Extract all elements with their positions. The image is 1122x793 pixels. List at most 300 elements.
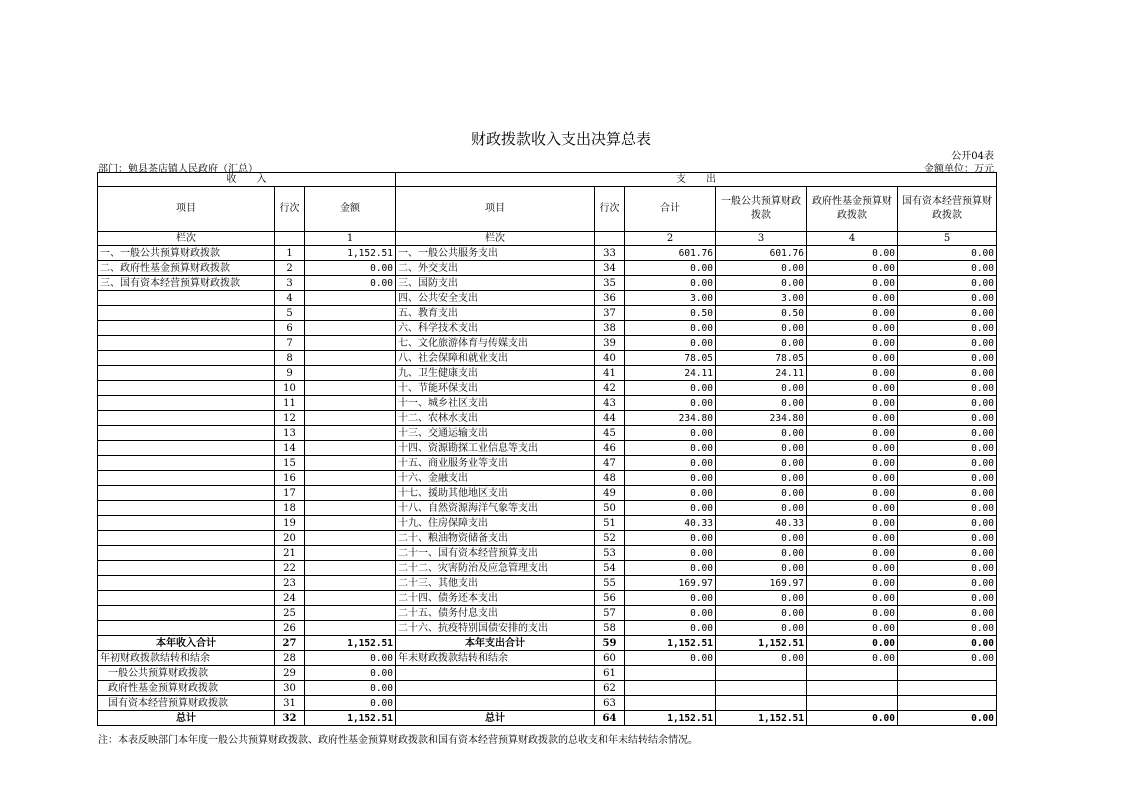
- general-budget-cell: 0.00: [716, 486, 807, 501]
- income-item-cell: [98, 336, 275, 351]
- total-cell: [625, 696, 716, 711]
- expense-item-cell: 十、节能环保支出: [396, 381, 595, 396]
- expense-row-no-cell: 61: [595, 666, 625, 681]
- general-budget-cell: 0.00: [716, 591, 807, 606]
- general-budget-cell: 601.76: [716, 246, 807, 261]
- state-capital-cell: 0.00: [898, 501, 997, 516]
- expense-item-cell: [396, 681, 595, 696]
- fund-budget-cell: 0.00: [807, 576, 898, 591]
- income-row-no-cell: 19: [275, 516, 305, 531]
- expense-row-no-cell: 40: [595, 351, 625, 366]
- income-row-no-cell: 29: [275, 666, 305, 681]
- col-expense-row-no: 行次: [595, 187, 625, 232]
- table-row: [98, 531, 997, 546]
- general-budget-cell: 0.00: [716, 456, 807, 471]
- col-fund-budget: 政府性基金预算财政拨款: [807, 187, 898, 232]
- fund-budget-cell: 0.00: [807, 381, 898, 396]
- fund-budget-cell: 0.00: [807, 531, 898, 546]
- income-amount-cell: 0.00: [305, 276, 396, 291]
- state-capital-cell: 0.00: [898, 621, 997, 636]
- income-item-cell: [98, 501, 275, 516]
- table-row: [98, 501, 997, 516]
- col-state-capital-budget: 国有资本经营预算财政拨款: [898, 187, 997, 232]
- lanci-5: 5: [898, 232, 997, 246]
- fund-budget-cell: 0.00: [807, 591, 898, 606]
- table-row: [98, 441, 997, 456]
- expense-row-no-cell: 59: [595, 636, 625, 651]
- income-row-no-cell: 25: [275, 606, 305, 621]
- income-item-cell: [98, 621, 275, 636]
- table-row: [98, 576, 997, 591]
- income-row-no-cell: 15: [275, 456, 305, 471]
- general-budget-cell: 169.97: [716, 576, 807, 591]
- income-row-no-cell: 26: [275, 621, 305, 636]
- state-capital-cell: 0.00: [898, 366, 997, 381]
- income-amount-cell: [305, 381, 396, 396]
- general-budget-cell: 0.00: [716, 426, 807, 441]
- expense-item-cell: 十四、资源勘探工业信息等支出: [396, 441, 595, 456]
- general-budget-cell: 0.00: [716, 396, 807, 411]
- income-amount-cell: [305, 321, 396, 336]
- expense-item-cell: 十六、金融支出: [396, 471, 595, 486]
- state-capital-cell: 0.00: [898, 531, 997, 546]
- form-number: 公开04表: [951, 151, 994, 162]
- expense-row-no-cell: 38: [595, 321, 625, 336]
- table-row: [98, 276, 997, 291]
- total-cell: 0.00: [625, 336, 716, 351]
- table-row: [98, 711, 997, 726]
- fund-budget-cell: 0.00: [807, 561, 898, 576]
- general-budget-cell: 0.00: [716, 471, 807, 486]
- state-capital-cell: 0.00: [898, 711, 997, 726]
- income-amount-cell: [305, 366, 396, 381]
- income-item-cell: 国有资本经营预算财政拨款: [98, 696, 275, 711]
- expense-row-no-cell: 34: [595, 261, 625, 276]
- general-budget-cell: 0.00: [716, 561, 807, 576]
- income-row-no-cell: 14: [275, 441, 305, 456]
- general-budget-cell: 0.00: [716, 606, 807, 621]
- lanci-empty-2: [595, 232, 625, 246]
- income-amount-cell: [305, 471, 396, 486]
- income-amount-cell: [305, 291, 396, 306]
- income-item-cell: [98, 456, 275, 471]
- expense-row-no-cell: 48: [595, 471, 625, 486]
- income-row-no-cell: 20: [275, 531, 305, 546]
- fund-budget-cell: 0.00: [807, 651, 898, 666]
- expense-row-no-cell: 33: [595, 246, 625, 261]
- total-cell: 3.00: [625, 291, 716, 306]
- expense-row-no-cell: 52: [595, 531, 625, 546]
- state-capital-cell: 0.00: [898, 426, 997, 441]
- fund-budget-cell: 0.00: [807, 471, 898, 486]
- expense-item-cell: 总计: [396, 711, 595, 726]
- state-capital-cell: 0.00: [898, 321, 997, 336]
- general-budget-cell: 0.00: [716, 621, 807, 636]
- general-budget-cell: 0.00: [716, 531, 807, 546]
- income-row-no-cell: 24: [275, 591, 305, 606]
- expense-item-cell: 十三、交通运输支出: [396, 426, 595, 441]
- state-capital-cell: [898, 681, 997, 696]
- table-row: [98, 336, 997, 351]
- state-capital-cell: [898, 696, 997, 711]
- fund-budget-cell: 0.00: [807, 306, 898, 321]
- table-row: [98, 666, 997, 681]
- fund-budget-cell: 0.00: [807, 426, 898, 441]
- fund-budget-cell: 0.00: [807, 441, 898, 456]
- fund-budget-cell: 0.00: [807, 456, 898, 471]
- lanci-empty: [275, 232, 305, 246]
- state-capital-cell: 0.00: [898, 261, 997, 276]
- table-row: [98, 606, 997, 621]
- income-item-cell: [98, 531, 275, 546]
- fund-budget-cell: 0.00: [807, 246, 898, 261]
- income-item-cell: [98, 561, 275, 576]
- state-capital-cell: 0.00: [898, 576, 997, 591]
- col-general-budget: 一般公共预算财政拨款: [716, 187, 807, 232]
- expense-item-cell: [396, 696, 595, 711]
- state-capital-cell: 0.00: [898, 441, 997, 456]
- fund-budget-cell: 0.00: [807, 366, 898, 381]
- general-budget-cell: 0.00: [716, 336, 807, 351]
- state-capital-cell: 0.00: [898, 456, 997, 471]
- expense-row-no-cell: 47: [595, 456, 625, 471]
- expense-item-cell: 六、科学技术支出: [396, 321, 595, 336]
- state-capital-cell: 0.00: [898, 276, 997, 291]
- total-cell: 0.00: [625, 486, 716, 501]
- income-item-cell: [98, 576, 275, 591]
- income-amount-cell: 0.00: [305, 651, 396, 666]
- income-amount-cell: [305, 426, 396, 441]
- expense-item-cell: 二十五、债务付息支出: [396, 606, 595, 621]
- income-row-no-cell: 18: [275, 501, 305, 516]
- income-row-no-cell: 2: [275, 261, 305, 276]
- expense-item-cell: 二十一、国有资本经营预算支出: [396, 546, 595, 561]
- expense-row-no-cell: 45: [595, 426, 625, 441]
- expense-item-cell: 三、国防支出: [396, 276, 595, 291]
- total-cell: [625, 681, 716, 696]
- general-budget-cell: [716, 666, 807, 681]
- income-row-no-cell: 6: [275, 321, 305, 336]
- income-item-cell: 年初财政拨款结转和结余: [98, 651, 275, 666]
- income-amount-cell: [305, 606, 396, 621]
- total-cell: 0.00: [625, 591, 716, 606]
- income-row-no-cell: 11: [275, 396, 305, 411]
- income-amount-cell: [305, 501, 396, 516]
- expense-item-cell: 二十六、抗疫特别国债安排的支出: [396, 621, 595, 636]
- expense-item-cell: 二十三、其他支出: [396, 576, 595, 591]
- income-amount-cell: 1,152.51: [305, 246, 396, 261]
- table-row: [98, 621, 997, 636]
- table-row: [98, 411, 997, 426]
- general-budget-cell: 24.11: [716, 366, 807, 381]
- income-row-no-cell: 23: [275, 576, 305, 591]
- expense-section-header: 支 出: [396, 173, 997, 187]
- state-capital-cell: 0.00: [898, 486, 997, 501]
- expense-row-no-cell: 56: [595, 591, 625, 606]
- department-label: 部门：勉县茶店镇人民政府（汇总）: [98, 164, 258, 175]
- income-amount-cell: [305, 336, 396, 351]
- footnote: 注：本表反映部门本年度一般公共预算财政拨款、政府性基金预算财政拨款和国有资本经营预算财政拨款的总收支和年末结转结余情况。: [98, 735, 698, 746]
- table-row: [98, 261, 997, 276]
- state-capital-cell: 0.00: [898, 336, 997, 351]
- general-budget-cell: 1,152.51: [716, 711, 807, 726]
- expense-row-no-cell: 55: [595, 576, 625, 591]
- table-row: [98, 591, 997, 606]
- total-cell: 234.80: [625, 411, 716, 426]
- general-budget-cell: 0.00: [716, 381, 807, 396]
- income-item-cell: [98, 546, 275, 561]
- table-row: [98, 681, 997, 696]
- state-capital-cell: 0.00: [898, 636, 997, 651]
- expense-item-cell: 一、一般公共服务支出: [396, 246, 595, 261]
- table-row: [98, 366, 997, 381]
- income-row-no-cell: 10: [275, 381, 305, 396]
- expense-item-cell: 本年支出合计: [396, 636, 595, 651]
- lanci-3: 3: [716, 232, 807, 246]
- income-item-cell: [98, 351, 275, 366]
- income-amount-cell: [305, 561, 396, 576]
- fund-budget-cell: 0.00: [807, 276, 898, 291]
- expense-item-cell: 七、文化旅游体育与传媒支出: [396, 336, 595, 351]
- expense-item-cell: 二十四、债务还本支出: [396, 591, 595, 606]
- lanci-label: 栏次: [98, 232, 275, 246]
- income-amount-cell: [305, 396, 396, 411]
- total-cell: 0.00: [625, 606, 716, 621]
- expense-row-no-cell: 62: [595, 681, 625, 696]
- total-cell: 0.00: [625, 501, 716, 516]
- income-item-cell: [98, 426, 275, 441]
- fund-budget-cell: 0.00: [807, 486, 898, 501]
- expense-row-no-cell: 64: [595, 711, 625, 726]
- col-expense-item: 项目: [396, 187, 595, 232]
- fund-budget-cell: 0.00: [807, 396, 898, 411]
- fund-budget-cell: 0.00: [807, 336, 898, 351]
- lanci-label-2: 栏次: [396, 232, 595, 246]
- expense-row-no-cell: 41: [595, 366, 625, 381]
- general-budget-cell: 1,152.51: [716, 636, 807, 651]
- income-amount-cell: 0.00: [305, 666, 396, 681]
- income-item-cell: [98, 486, 275, 501]
- income-row-no-cell: 21: [275, 546, 305, 561]
- total-cell: 1,152.51: [625, 636, 716, 651]
- state-capital-cell: [898, 666, 997, 681]
- state-capital-cell: 0.00: [898, 306, 997, 321]
- income-amount-cell: [305, 591, 396, 606]
- total-cell: 0.00: [625, 621, 716, 636]
- lanci-4: 4: [807, 232, 898, 246]
- total-cell: 0.00: [625, 396, 716, 411]
- income-item-cell: 一般公共预算财政拨款: [98, 666, 275, 681]
- state-capital-cell: 0.00: [898, 246, 997, 261]
- income-item-cell: [98, 471, 275, 486]
- total-cell: 0.00: [625, 561, 716, 576]
- expense-row-no-cell: 50: [595, 501, 625, 516]
- col-income-amount: 金额: [305, 187, 396, 232]
- expense-row-no-cell: 63: [595, 696, 625, 711]
- expense-row-no-cell: 42: [595, 381, 625, 396]
- expense-item-cell: 十一、城乡社区支出: [396, 396, 595, 411]
- total-cell: 1,152.51: [625, 711, 716, 726]
- general-budget-cell: 0.00: [716, 501, 807, 516]
- col-total: 合计: [625, 187, 716, 232]
- general-budget-cell: [716, 696, 807, 711]
- expense-row-no-cell: 36: [595, 291, 625, 306]
- income-item-cell: 一、一般公共预算财政拨款: [98, 246, 275, 261]
- expense-row-no-cell: 37: [595, 306, 625, 321]
- income-item-cell: 本年收入合计: [98, 636, 275, 651]
- total-cell: 0.00: [625, 546, 716, 561]
- expense-item-cell: 九、卫生健康支出: [396, 366, 595, 381]
- income-amount-cell: 0.00: [305, 681, 396, 696]
- expense-item-cell: 十七、援助其他地区支出: [396, 486, 595, 501]
- table-row: [98, 381, 997, 396]
- expense-row-no-cell: 51: [595, 516, 625, 531]
- fund-budget-cell: 0.00: [807, 501, 898, 516]
- table-row: [98, 636, 997, 651]
- table-row: [98, 351, 997, 366]
- expense-row-no-cell: 44: [595, 411, 625, 426]
- total-cell: 0.00: [625, 276, 716, 291]
- expense-item-cell: 八、社会保障和就业支出: [396, 351, 595, 366]
- table-row: [98, 651, 997, 666]
- income-amount-cell: [305, 516, 396, 531]
- state-capital-cell: 0.00: [898, 351, 997, 366]
- budget-table: [97, 172, 997, 726]
- income-row-no-cell: 9: [275, 366, 305, 381]
- general-budget-cell: 234.80: [716, 411, 807, 426]
- total-cell: 0.00: [625, 471, 716, 486]
- income-row-no-cell: 16: [275, 471, 305, 486]
- fund-budget-cell: [807, 681, 898, 696]
- income-row-no-cell: 8: [275, 351, 305, 366]
- expense-item-cell: 二十二、灾害防治及应急管理支出: [396, 561, 595, 576]
- total-cell: 0.00: [625, 651, 716, 666]
- general-budget-cell: 0.00: [716, 651, 807, 666]
- table-row: [98, 561, 997, 576]
- expense-item-cell: 十八、自然资源海洋气象等支出: [396, 501, 595, 516]
- income-item-cell: [98, 366, 275, 381]
- income-amount-cell: [305, 531, 396, 546]
- total-cell: 0.00: [625, 531, 716, 546]
- state-capital-cell: 0.00: [898, 546, 997, 561]
- fund-budget-cell: [807, 696, 898, 711]
- total-cell: 0.00: [625, 456, 716, 471]
- income-amount-cell: [305, 621, 396, 636]
- fund-budget-cell: 0.00: [807, 261, 898, 276]
- income-row-no-cell: 30: [275, 681, 305, 696]
- income-amount-cell: [305, 546, 396, 561]
- income-amount-cell: [305, 441, 396, 456]
- general-budget-cell: 0.50: [716, 306, 807, 321]
- expense-item-cell: 四、公共安全支出: [396, 291, 595, 306]
- income-amount-cell: 1,152.51: [305, 636, 396, 651]
- total-cell: 169.97: [625, 576, 716, 591]
- state-capital-cell: 0.00: [898, 471, 997, 486]
- page-title: 财政拨款收入支出决算总表: [470, 130, 651, 148]
- income-amount-cell: 1,152.51: [305, 711, 396, 726]
- general-budget-cell: 3.00: [716, 291, 807, 306]
- total-cell: 78.05: [625, 351, 716, 366]
- table-row: [98, 246, 997, 261]
- income-row-no-cell: 5: [275, 306, 305, 321]
- expense-item-cell: 十五、商业服务业等支出: [396, 456, 595, 471]
- total-cell: 0.00: [625, 321, 716, 336]
- col-income-row-no: 行次: [275, 187, 305, 232]
- income-item-cell: 政府性基金预算财政拨款: [98, 681, 275, 696]
- income-row-no-cell: 7: [275, 336, 305, 351]
- expense-item-cell: 二、外交支出: [396, 261, 595, 276]
- income-row-no-cell: 28: [275, 651, 305, 666]
- state-capital-cell: 0.00: [898, 606, 997, 621]
- total-cell: [625, 666, 716, 681]
- expense-row-no-cell: 58: [595, 621, 625, 636]
- income-item-cell: [98, 606, 275, 621]
- income-row-no-cell: 13: [275, 426, 305, 441]
- income-item-cell: [98, 591, 275, 606]
- fund-budget-cell: 0.00: [807, 351, 898, 366]
- table-row: [98, 456, 997, 471]
- table-row: [98, 696, 997, 711]
- expense-item-cell: 年末财政拨款结转和结余: [396, 651, 595, 666]
- state-capital-cell: 0.00: [898, 591, 997, 606]
- lanci-2: 2: [625, 232, 716, 246]
- income-row-no-cell: 22: [275, 561, 305, 576]
- fund-budget-cell: 0.00: [807, 636, 898, 651]
- expense-item-cell: 十二、农林水支出: [396, 411, 595, 426]
- amount-unit-label: 金额单位：万元: [924, 164, 994, 175]
- table-row: [98, 426, 997, 441]
- expense-item-cell: [396, 666, 595, 681]
- table-row: [98, 471, 997, 486]
- fund-budget-cell: 0.00: [807, 516, 898, 531]
- table-row: [98, 291, 997, 306]
- income-row-no-cell: 27: [275, 636, 305, 651]
- total-cell: 601.76: [625, 246, 716, 261]
- state-capital-cell: 0.00: [898, 561, 997, 576]
- total-cell: 0.50: [625, 306, 716, 321]
- fund-budget-cell: 0.00: [807, 711, 898, 726]
- income-amount-cell: [305, 306, 396, 321]
- general-budget-cell: 0.00: [716, 261, 807, 276]
- income-row-no-cell: 3: [275, 276, 305, 291]
- income-row-no-cell: 32: [275, 711, 305, 726]
- income-amount-cell: 0.00: [305, 261, 396, 276]
- income-section-header: 收 入: [98, 173, 396, 187]
- income-row-no-cell: 1: [275, 246, 305, 261]
- expense-row-no-cell: 57: [595, 606, 625, 621]
- table-row: [98, 306, 997, 321]
- income-item-cell: [98, 516, 275, 531]
- fund-budget-cell: 0.00: [807, 411, 898, 426]
- state-capital-cell: 0.00: [898, 396, 997, 411]
- income-item-cell: 总计: [98, 711, 275, 726]
- general-budget-cell: 40.33: [716, 516, 807, 531]
- expense-row-no-cell: 54: [595, 561, 625, 576]
- income-item-cell: [98, 381, 275, 396]
- income-amount-cell: [305, 576, 396, 591]
- general-budget-cell: [716, 681, 807, 696]
- state-capital-cell: 0.00: [898, 411, 997, 426]
- table-row: [98, 396, 997, 411]
- income-item-cell: [98, 441, 275, 456]
- expense-row-no-cell: 46: [595, 441, 625, 456]
- income-amount-cell: [305, 486, 396, 501]
- total-cell: 40.33: [625, 516, 716, 531]
- state-capital-cell: 0.00: [898, 651, 997, 666]
- expense-item-cell: 十九、住房保障支出: [396, 516, 595, 531]
- income-item-cell: [98, 411, 275, 426]
- fund-budget-cell: 0.00: [807, 621, 898, 636]
